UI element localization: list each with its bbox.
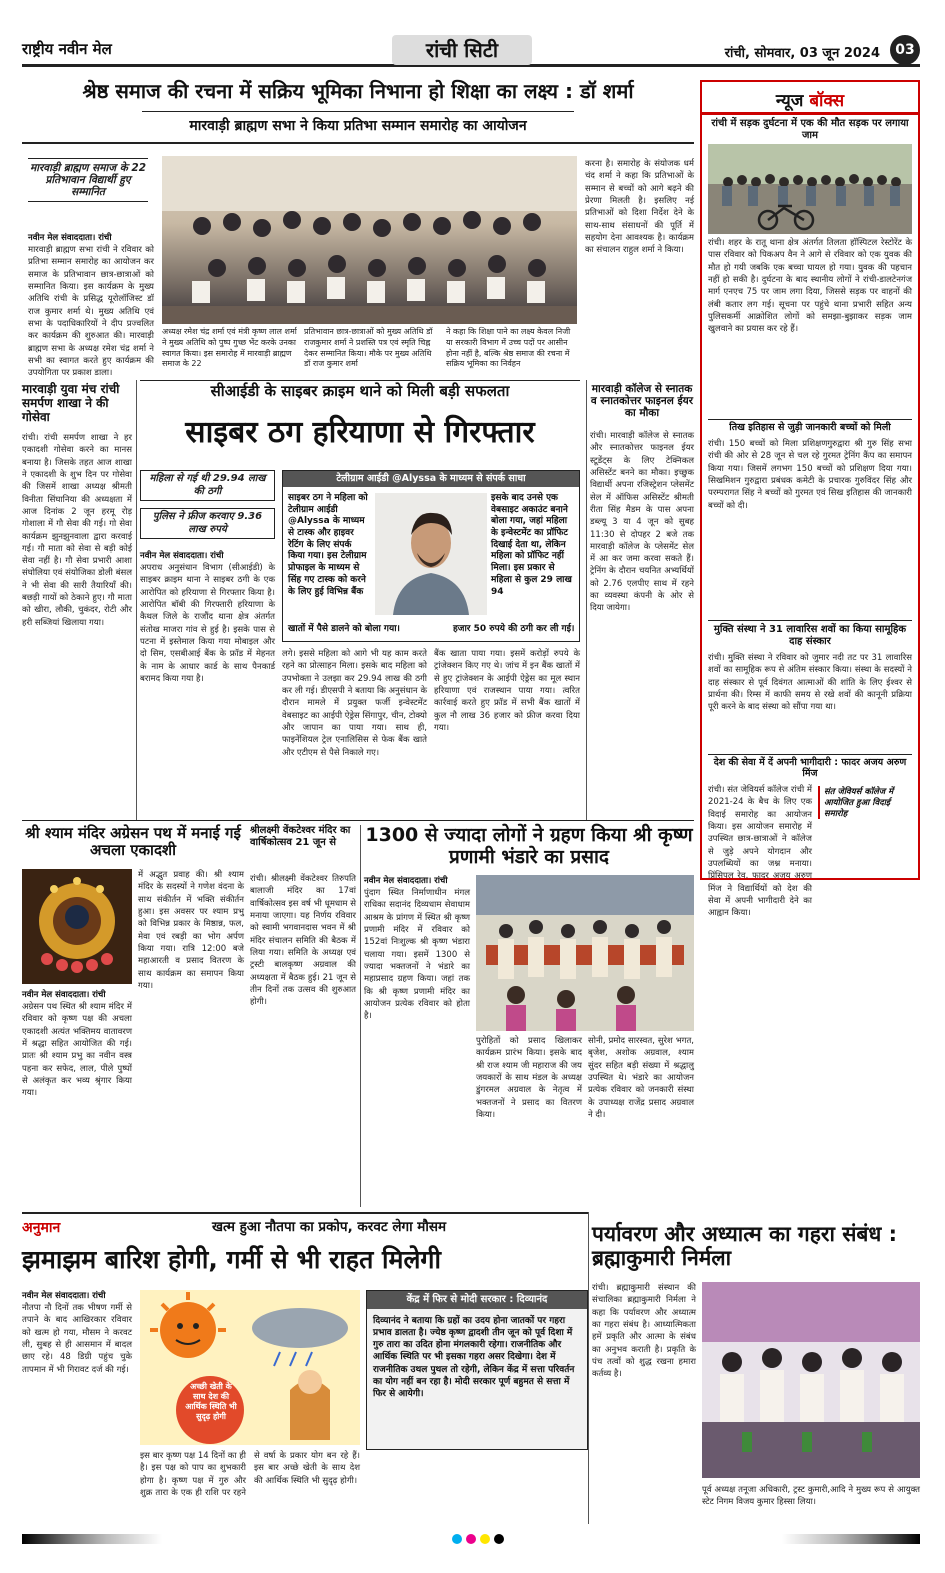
pranami-body: पुंदाग स्थित निर्माणाधीन मंगल राधिका सदानंद दिव्यधाम सेवाधाम आश्रम के प्रांगण में स्थित श्री कृष्ण प्रणामी मंदिर में रविवार को 152वां निःशुल्क श्री कृष्ण भंडारा चलाया गया। इसमें 1300 से ज्यादा भक्तजनों ने भंडारे का महाप्रसाद ग्रहण किया। जहां तक कि श्री कृष्ण प्रणामी मंदिर का आयोजन प्रत्येक रविवार को होता है। xyxy=(364,888,470,1022)
footer-bar xyxy=(22,1530,920,1550)
top-byline: नवीन मेल संवाददाता। रांची xyxy=(28,233,112,243)
weather-byline: नवीन मेल संवाददाता। रांची xyxy=(22,1291,106,1301)
top-story xyxy=(22,80,694,380)
college-headline: मारवाड़ी कॉलेज से स्नातक व स्नातकोत्तर फाइनल ईयर का मौका xyxy=(590,383,694,420)
cyber-story xyxy=(140,380,580,820)
pranami-headline: 1300 से ज्यादा लोगों ने ग्रहण किया श्री कृष्ण प्रणामी भंडारे का प्रसाद xyxy=(365,824,693,868)
weather-body: नौतपा नौ दिनों तक भीषण गर्मी से तपाने के बाद आखिरकार रविवार को खत्म हो गया, मौसम ने करवट ली, सुबह से ही आसमान में बादल छाए रहे। 48 डिग्री पहुंच चुके तापमान में भी गिरावट दर्ज की गई। xyxy=(22,1303,132,1375)
telegram-bottom-left: खातों में पैसे डालने को बोला गया। xyxy=(288,624,400,634)
college-body: रांची। मारवाड़ी कॉलेज से स्नातक और स्नातकोत्तर फाइनल ईयर स्टूडेंट्स के लिए टेक्निकल असिस्टेंट बनने का मौका। इच्छुक विद्यार्थी अपना रजिस्ट्रेशन प्लेसमेंट सेल में ऑफिस असिस्टेंट श्रीमती रीता सिंह मैडम के पास अपना डब्ल्यू 3 या 4 जून को सुबह 11:30 से दोपहर 2 बजे तक मारवाड़ी कॉलेज के प्लेसमेंट सेल में आ कर जमा करवा सकते हैं। ट्रेनिंग के दौरान चयनित अभ्यर्थियों को 2.76 एलपीए साथ में रहने का व्यवस्था कंपनी के ओर से दिया जायेगा। xyxy=(590,431,694,614)
newsbox-title xyxy=(702,88,918,111)
modi-box xyxy=(366,1290,588,1450)
shyam-byline: नवीन मेल संवाददाता। रांची xyxy=(22,990,106,1000)
page-header xyxy=(22,35,920,67)
newsbox-b1: रांची। शहर के रातू थाना क्षेत्र अंतर्गत तिलता हॉस्पिटल रेस्टोरेंट के पास रविवार को पिकअप वैन ने आगे से रविवार को एक युवक की मौत हो गयी जबकि एक बच्चा घायल हो गया। युवक की पहचान नहीं हो सकी है। दुर्घटना के बाद स्थानीय लोगों ने रांची-डालटेनगंज मार्ग एनएच 75 पर जाम लगा दिया, जिससे सड़क पर वाहनों की लंबी कतार लग गई। सूचना पर पहुंचे थाना प्रभारी सहित अन्य पुलिसकर्मी आक्रोशित लोगों को समझा-बुझाकर सड़क जाम खुलवाने का प्रयास कर रहे हैं। xyxy=(708,238,912,335)
brahmakumari-body: रांची। ब्रह्माकुमारी संस्थान की संचालिका ब्रह्माकुमारी निर्मला ने कहा कि पर्यावरण और अध्यात्म का गहरा संबंध है। आध्यात्मिकता हमें प्रकृति और आत्मा के संबंध का अनुभव कराती है। प्रकृति के पंच तत्वों को शुद्ध रखना हमारा कर्तव्य है। xyxy=(592,1283,696,1380)
brahmakumari-story xyxy=(592,1222,920,1522)
pranami-body-3: सोनी, प्रमोद सारस्वत, सुरेश भगत, बृजेश, अशोक अग्रवाल, श्याम सुंदर सहित बड़ी संख्या में श्रद्धालु उपस्थित थे। भंडारे का आयोजन प्रत्येक रविवार को जनकारी संस्था के उपाध्यक्ष राजेंद्र प्रसाद अग्रवाल ने दी। xyxy=(588,1036,694,1120)
top-photo-caption-2: प्रतिभावान छात्र-छात्राओं को मुख्य अतिथि डॉ राजकुमार शर्मा ने प्रशस्ति पत्र एवं स्मृति चिह्न देकर सम्मानित किया। मौके पर मुख्य अतिथि डॉ राज कुमार शर्मा xyxy=(304,327,433,369)
weather-tag: अनुमान xyxy=(22,1220,61,1236)
newsbox-h3: मुक्ति संस्था ने 31 लावारिस शवों का किया सामूहिक दाह संस्कार xyxy=(713,624,907,647)
cyber-col2: लगे। इससे महिला को आगे भी यह काम करते रहने का प्रोत्साहन मिला। इसके बाद महिला को उपभोक्ता ने उलझा कर 29.94 लाख की ठगी कर ली गई। डीएसपी ने बताया कि अनुसंधान के दौरान मामले में प्रयुक्त फर्जी इन्वेस्टमेंट वेबसाइट का आईपी ऐड्रेस सिंगापुर, चीन, टोक्यो और जापान का पाया गया। साथ ही, फाइनेंशियल ट्रेल एनालिसिस से फेक बैंक खाते और एटीएम से पैसे निकाले गए। xyxy=(282,649,427,758)
venkateshwar-headline: श्रीलक्ष्मी वेंकटेश्वर मंदिर का वार्षिकोत्सव 21 जून से xyxy=(250,825,351,848)
newsbox-h2: तिख इतिहास से जुड़ी जानकारी बच्चों को मिली xyxy=(729,422,891,433)
weather-body-2: इस बार कृष्ण पक्ष 14 दिनों का ही है। इस पक्ष को पाप का शुभकारी होगा है। कृष्ण पक्ष में गुरु और शुक्र तारा के एक ही राशि पर रहने से वर्षा के प्रकार योग बन रहे हैं। इस बार अच्छे खेती के साथ देश की आर्थिक स्थिति भी सुदृढ़ होगी। xyxy=(140,1451,360,1498)
shyam-body-2: में अद्भुत प्रवाह की। श्री श्याम मंदिर के सदस्यों ने गणेश वंदना के साथ संकीर्तन में भक्ति संकीर्तन हुआ। इस अवसर पर श्याम प्रभु को विभिन्न प्रकार के मिष्ठान्न, फल, मेवा एवं रबड़ी का भोग अर्पण किया गया। रात्रि 12:00 बजे महाआरती व प्रसाद वितरण के साथ कार्यक्रम का समापन किया गया। xyxy=(138,870,244,991)
newsbox-b3: रांची। मुक्ति संस्था ने रविवार को जुमार नदी तट पर 31 लावारिस शवों का सामूहिक रूप से अंतिम संस्कार किया। संस्था के सदस्यों ने दाह संस्कार से पूर्व दिवंगत आत्माओं की शांति के लिए ईश्वर से प्रार्थना की। रिम्स में काफी समय से रखे शवों की कानूनी प्रक्रिया पूरी करने के बाद संस्था को सौंपा गया था। xyxy=(708,653,912,713)
newsbox-b4: रांची। संत जेवियर्स कॉलेज रांची में 2021-24 के बैच के लिए एक विदाई समारोह का आयोजन किया। इस आयोजन समारोह में उपस्थित छात्र-छात्राओं ने कॉलेज से जुड़े अपने योगदान और उपलब्धियों का जश्न मनाया। प्रिंसिपल रेव. फादर अजय अरुण मिंज ने विद्यार्थियों को देश की सेवा में अपनी भागीदारी देने का आह्वान किया। xyxy=(708,785,812,919)
left-body: रांची। रांची समर्पण शाखा ने हर एकादशी गोसेवा करने का मानस बनाया है। जिसके तहत आज शाखा ने एकादशी के शुभ दिन पर गोसेवा की जिसमें शाखा अध्यक्ष श्रीमती विनीता सिंघानिया की अध्यक्षता में आज दिनांक 2 जून हरमू रोड़ गोशाला में गौ सेवा की गई। गो सेवा कार्यक्रम झुनझुनवाला द्वारा करवाई गई। गौ माता को सेवा से बड़ी कोई सेवा नहीं है। गौ सेवा प्रभारी आशा संघोलिया एवं संयोजिका डोली बंसल ने भी सेवा की सारी तैयारियाँ की। बछड़ी गायों को ठेकाने हुए। गौ माता को खीरा, लौकी, चुकंदर, रोटी और हरी सब्जियां खिलाया गया। xyxy=(22,433,132,628)
modi-body: दिव्यानंद ने बताया कि ग्रहों का उदय होना जातकों पर गहरा प्रभाव डालता है। ज्येष्ठ कृष्ण द्वादशी तीन जून को पूर्व दिशा में गुरु तारा का उदित होना मंगलकारी रहेगा। राजनीतिक और आर्थिक स्थिति पर भी इसका गहरा असर दिखेगा। देश में राजनीतिक उथल पुथल तो रहेगी, लेकिन केंद्र में सत्ता परिवर्तन का योग नहीं बन रहा है। मोदी सरकार पूर्ण बहुमत से सत्ता में फिर से आयेगी। xyxy=(373,1316,575,1399)
shyam-story xyxy=(22,825,244,1207)
top-photo-caption-1: अध्यक्ष रमेश चंद्र शर्मा एवं मंत्री कृष्ण लाल शर्मा ने मुख्य अतिथि को पुष्प गुच्छ भेंट करके उनका स्वागत किया। इस समारोह में मारवाड़ी ब्राह्मण समाज के 22 xyxy=(162,327,297,369)
section-title: रांची सिटी xyxy=(392,35,532,65)
cyber-byline: नवीन मेल संवाददाता। रांची xyxy=(140,551,224,561)
cyber-col1: अपराध अनुसंधान विभाग (सीआईडी) के साइबर क्राइम थाना ने साइबर ठगी के एक आरोपित को हरियाणा से गिरफ्तार किया है। आरोपित बॉबी की गिरफ्तारी हरियाणा के कैथल जिले के राजौंद थाना क्षेत्र अंतर्गत संतोख माजरा गांव से हुई है। इसके पास से पटना में इस्तेमाल किया गया मोबाइल और दो सिम, एसबीआई बैंक के फ्रॉड में मेहनत के नाम के आधार कार्ड के साथ पैनकार्ड बरामद किया गया है। xyxy=(140,563,275,684)
top-headline: श्रेष्ठ समाज की रचना में सक्रिय भूमिका निभाना हो शिक्षा का लक्ष्य : डॉ शर्मा xyxy=(82,79,634,103)
venkateshwar-body: रांची। श्रीलक्ष्मी वेंकटेश्वर तिरुपति बालाजी मंदिर का 17वां वार्षिकोत्सव इस वर्ष भी धूमधाम से मनाया जाएगा। यह निर्णय रविवार को स्वामी भगवानदास भवन में श्री मंदिर संचालन समिति की बैठक में लिया गया। समिति के अध्यक्ष एवं ट्रस्टी बालकृष्ण अग्रवाल की अध्यक्षता में बैठक हुई। 21 जून से तीन दिनों तक उत्सव की शुरुआत होगी। xyxy=(250,874,356,1008)
left-headline: मारवाड़ी युवा मंच रांची समर्पण शाखा ने की गोसेवा xyxy=(22,382,120,424)
weather-headline: झमाझम बारिश होगी, गर्मी से भी राहत मिलेगी xyxy=(22,1245,441,1274)
cyber-col3: बैंक खाता पाया गया। इसमें करोड़ों रुपये के ट्रांजेक्शन किए गए थे। जांच में इन बैंक खातों में से हुए ट्रांजेक्शन के आईपी ऐड्रेस का मूल स्थान हरियाणा एवं राजस्थान पाया गया। त्वरित कार्रवाई करते हुए फ्रॉड में सभी बैंक खातों में कुल नौ लाख 36 हजार को फ्रीज करवा दिया गया। xyxy=(434,649,580,733)
news-box xyxy=(700,80,920,919)
cyber-stat-2: पुलिस ने फ्रीज करवाए 9.36 लाख रुपये xyxy=(140,508,275,539)
cyber-stat-1: महिला से गई थी 29.94 लाख की ठगी xyxy=(140,470,275,501)
weather-kicker: खत्म हुआ नौतपा का प्रकोप, करवट लेगा मौसम xyxy=(212,1219,447,1235)
brahmakumari-caption: पूर्व अध्यक्ष तनूजा अधिकारी, ट्रस्ट कुमारी,आदि ने मुख्य रूप से आयुक्त स्टेट निगम विजय कुमार हिस्सा लिया। xyxy=(702,1485,920,1508)
newsbox-b2: रांची। 150 बच्चों को मिला प्रशिक्षणगुरुद्वारा श्री गुरु सिंह सभा रांची की ओर से 28 जून से चल रहे गुरमत ट्रेनिंग कैंप का समापन किया गया। जिसमें लगभग 150 बच्चों को प्रशिक्षण दिया गया। सिखमिशन गुरुद्वारा प्रबंधक कमेटी के प्रचारक गुरुविंदर सिंह और परम्परागत सिंह ने बच्चों को गुरमत एवं सिख इतिहास की जानकारी बच्चों को दी। xyxy=(708,439,912,511)
pranami-caption: पुरोहितों को प्रसाद खिलाकर कार्यक्रम प्रारंभ किया। इसके बाद श्री राज श्याम जी महाराज की जय जयकारों के साथ मंडल के अध्यक्ष डुंगरमल अग्रवाल के नेतृत्व में भक्तजनों ने प्रसाद का वितरण किया। xyxy=(476,1036,582,1120)
bhandara-photo xyxy=(476,875,694,1031)
newsbox-h1: रांची में सड़क दुर्घटना में एक की मौत सड़क पर लगाया जाम xyxy=(711,118,909,141)
cyber-headline: साइबर ठग हरियाणा से गिरफ्तार xyxy=(185,415,535,450)
top-photo-caption-3: ने कहा कि शिक्षा पाने का लक्ष्य केवल निजी या सरकारी विभाग में उच्च पदों पर आसीन होना नहीं है, बल्कि श्रेष्ठ समाज की रचना में सक्रिय भूमिका का निर्वहन xyxy=(446,327,571,369)
telegram-bottom-right: हजार 50 रुपये की ठगी कर ली गई। xyxy=(453,624,575,634)
college-story xyxy=(590,380,694,820)
dateline: रांची, सोमवार, 03 जून 2024 xyxy=(724,46,880,61)
weather-illustration xyxy=(140,1290,360,1445)
weather-illustration-text: अच्छी खेती के साथ देश की आर्थिक स्थिति भी सुदृढ़ होगी xyxy=(185,1382,237,1421)
left-story xyxy=(22,380,132,820)
pranami-story xyxy=(364,825,694,1207)
top-box-title: मारवाड़ी ब्राह्मण समाज के 22 प्रतिभावान विद्यार्थी हुए सम्मानित xyxy=(28,158,148,202)
shyam-idol-photo xyxy=(22,869,132,984)
telegram-box xyxy=(282,470,580,642)
masthead-brand: राष्ट्रीय नवीन मेल xyxy=(22,40,112,58)
newsbox-h4: देश की सेवा में दें अपनी भागीदारी : फादर अजय अरुण मिंज xyxy=(713,757,907,779)
shyam-body: अग्रेसन पथ स्थित श्री श्याम मंदिर में रविवार को कृष्ण पक्ष की अचला एकादशी अत्यंत भक्तिमय वातावरण में श्रद्धा सहित आयोजित की गई। प्रातः श्री श्याम प्रभु का नवीन वस्त्र पहना कर सफेद, लाल, पीले पुष्पों से अलंकृत कर भव्य श्रृंगार किया गया। xyxy=(22,1002,132,1099)
telegram-left-text: साइबर ठग ने महिला को टेलीग्राम आईडी @Alyssa के माध्यम से टास्क और हाइवर रेटिंग के लिए संपर्क किया गया। इस टेलीग्राम प्रोफाइल के माध्यम से सिंह गए टास्क को करने के लिए हुई विभिन्न बैंक xyxy=(288,493,368,597)
cyber-kicker: सीआईडी के साइबर क्राइम थाने को मिली बड़ी सफलता xyxy=(210,382,510,400)
venkateshwar-story xyxy=(250,825,356,1207)
top-col1: मारवाड़ी ब्राह्मण सभा रांची ने रविवार को प्रतिभा सम्मान समारोह का आयोजन कर समाज के प्रतिभावान छात्र-छात्राओं को सम्मानित किया। इस कार्यक्रम के मुख्य अतिथि रांची के प्रसिद्ध यूरोलॉजिस्ट डॉ राज कुमार शर्मा थे। मुख्य अतिथि एवं सभा के पदाधिकारियों ने दीप प्रज्वलित कर कार्यक्रम की शुरुआत की। मारवाड़ी ब्राह्मण सभा के अध्यक्ष रमेश चंद्र शर्मा ने सभी का स्वागत करते हुए कार्यक्रम की उपयोगिता पर प्रकाश डाला। xyxy=(28,245,154,379)
shyam-headline: श्री श्याम मंदिर अग्रेसन पथ में मनाई गई अचला एकादशी xyxy=(25,824,241,860)
top-subhead: मारवाड़ी ब्राह्मण सभा ने किया प्रतिभा सम्मान समारोह का आयोजन xyxy=(189,118,527,134)
page-number: 03 xyxy=(890,35,920,65)
newsbox-title-a: न्यूज xyxy=(775,91,804,111)
brahmakumari-photo xyxy=(702,1282,920,1478)
telegram-band: टेलीग्राम आईडी @Alyssa के माध्यम से संपर्क साधा xyxy=(283,471,579,487)
pranami-byline: नवीन मेल संवाददाता। रांची xyxy=(364,876,448,886)
newsbox-title-b: बॉक्स xyxy=(809,91,845,111)
brahmakumari-headline: पर्यावरण और अध्यात्म का गहरा संबंध : ब्रह्माकुमारी निर्मला xyxy=(592,1222,898,1271)
telegram-right-text: इसके बाद उनसे एक वेबसाइट अकाउंट बनाने बोला गया, जहां महिला के इन्वेस्टमेंट का प्रॉफिट दिखाई देता था, लेकिन महिला को प्रॉफिट नहीं मिला। इस प्रकार से महिला से कुल 29 लाख 94 xyxy=(491,493,572,597)
newsbox-b4-inset: संत जेवियर्स कॉलेज में आयोजित हुआ विदाई समारोह xyxy=(818,786,912,819)
accident-photo xyxy=(708,144,912,234)
accused-photo xyxy=(375,493,487,615)
modi-band: केंद्र में फिर से मोदी सरकार : दिव्यानंद xyxy=(367,1291,587,1309)
award-photo xyxy=(162,156,577,324)
weather-story xyxy=(22,1218,588,1523)
top-col4: करना है। समारोह के संयोजक धर्म चंद शर्मा ने कहा कि प्रतिभाओं के सम्मान से बच्चों को आगे बढ़ने की प्रेरणा मिलती है। इसलिए नई प्रतिभाओं को दिशा निर्देश देने के साथ-साथ संसाधनों की पूर्ति में सहयोग देना आवश्यक है। कार्यक्रम का संचालन राहुल शर्मा ने किया। xyxy=(585,159,694,256)
